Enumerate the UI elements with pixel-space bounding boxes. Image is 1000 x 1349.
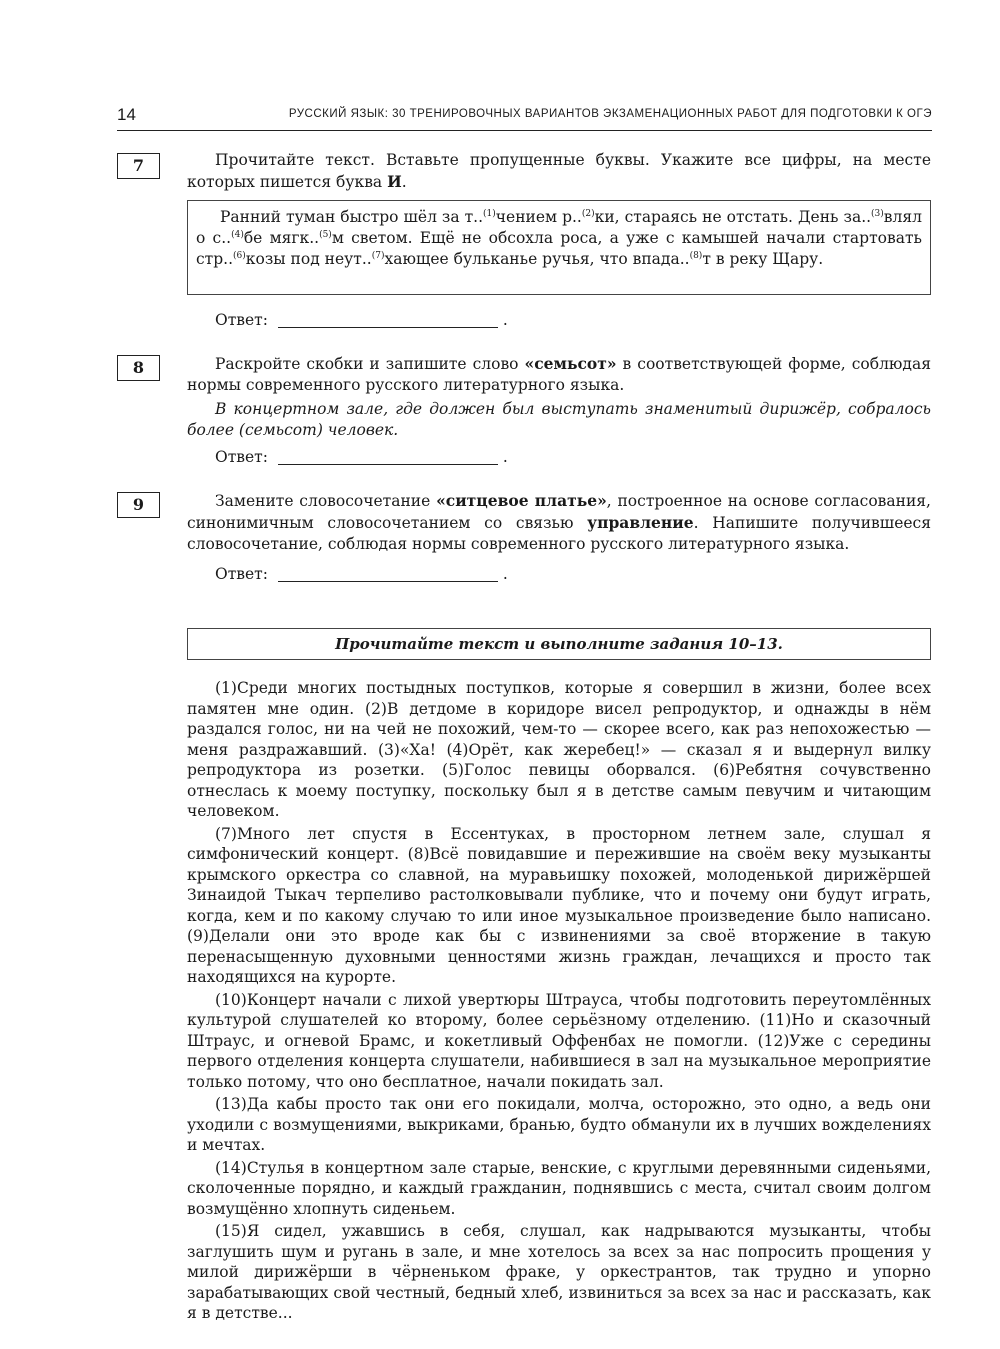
task-7-instruction: Прочитайте текст. Вставьте пропущенные буквы. Укажите все цифры, на месте которых пишется буква И. [187, 151, 931, 191]
task-7-number: 7 [117, 153, 160, 179]
answer-label: Ответ: [215, 565, 268, 583]
text-paragraph: (1)Среди многих постыдных поступков, которые я совершил в жизни, более всех памятен мне один. (2)В детдоме в коридоре висел репродуктор, и однажды в нём раздался голос, ни на чей не похожий, чем-то — скорее всего, как раз непохожестью — меня раздражавший. (3)«Ха! (4)Орёт, как жеребец!» — сказал я и выдернул вилку репродуктора из розетки. (5)Голос певицы оборвался. (6)Ребятня сочувственно отнеслась к моему поступку, поскольку был я в детстве самым певучим и читающим человеком. [187, 679, 931, 820]
page-number: 14 [117, 105, 136, 124]
task-7-answer[interactable]: Ответ: . [215, 311, 508, 329]
reading-instruction-banner: Прочитайте текст и выполните задания 10–13. [187, 628, 931, 660]
answer-line[interactable] [278, 326, 498, 328]
answer-label: Ответ: [215, 311, 268, 329]
text-paragraph: (15)Я сидел, ужавшись в себя, слушал, как надрываются музыканты, чтобы заглушить шум и ругань в зале, и мне хотелось за всех за нас попросить прощения у милой дирижёрши в чёрненьком фраке, у оркестрантов, так трудно и упорно зарабатывающих свой честный, бедный хлеб, извиниться за всех за нас и рассказать, как я в детстве... [187, 1222, 931, 1322]
task-7-text: Ранний туман быстро шёл за т..$^{(1)}$чением р..$^{(2)}$ки, стараясь не отстать. День за..$^{(3)}$влял о с..$^{(4)}$бе мягк..$^{(5)}$м светом. Ещё не обсохла роса, а уже с камышей начали стартовать стр..$^{(6)}$козы под неут..$^{(7)}$хающее бульканье ручья, что впада..$^{(8)}$т в реку Щару. [196, 208, 922, 268]
text-paragraph: (10)Концерт начали с лихой увертюры Штрауса, чтобы подготовить переутомлённых культурой слушателей ко второму, более серьёзному отделению. (11)Но и сказочный Штраус, и огневой Брамс, и кокетливый Оффенбах не помогли. (12)Уже с середины первого отделения концерта слушатели, набившиеся в зал на музыкальное мероприятие только потому, что оно бесплатное, начали покидать зал. [187, 990, 931, 1091]
task-8-instruction: Раскройте скобки и запишите слово «семьсот» в соответствующей форме, соблюдая нормы современного русского литературного языка. [187, 354, 931, 394]
task-8-example: В концертном зале, где должен был выступать знаменитый дирижёр, собралось более (семьсот) человек. [187, 400, 931, 439]
task-7-text-box [187, 200, 931, 295]
task-8-answer[interactable]: Ответ: . [215, 448, 508, 466]
task-9-number: 9 [117, 492, 160, 518]
task-9-answer[interactable]: Ответ: . [215, 565, 508, 583]
task-8-number: 8 [117, 355, 160, 381]
text-paragraph: (14)Стулья в концертном зале старые, венские, с круглыми деревянными сиденьями, сколоченные порядно, и каждый гражданин, поднявшись с места, считал своим долгом возмущённо хлопнуть сиденьем. [187, 1158, 931, 1218]
answer-label: Ответ: [215, 448, 268, 466]
task-9-instruction: Замените словосочетание «ситцевое платье», построенное на основе согласования, синонимичным словосочетанием со связью управление. Напишите получившееся словосочетание, соблюдая нормы современного русского литературного языка. [187, 491, 931, 553]
running-title: РУССКИЙ ЯЗЫК: 30 ТРЕНИРОВОЧНЫХ ВАРИАНТОВ ЭКЗАМЕНАЦИОННЫХ РАБОТ ДЛЯ ПОДГОТОВКИ К ОГЭ [288, 108, 932, 120]
text-paragraph: (7)Много лет спустя в Ессентуках, в просторном летнем зале, слушал я симфонический концерт. (8)Всё повидавшие и пережившие на своём веку музыканты крымского оркестра со славной, на муравьишку похожей, молоденькой дирижёршей Зинаидой Тыкач терпеливо растолковывали публике, что и почему они будут играть, когда, кем и по какому случаю то или иное музыкальное произведение было написано. (9)Делали они это вроде как бы с извинениями за своё вторжение в такую перенасыщенную духовными ценностями жизнь граждан, лечащихся и просто так находящихся на курорте. [187, 824, 931, 986]
reading-text [187, 678, 931, 1326]
text-paragraph: (13)Да кабы просто так они его покидали, молча, осторожно, это одно, а ведь они уходили с возмущениями, выкриками, бранью, будто обманули их в лучших вожделениях и мечтах. [187, 1095, 931, 1154]
page-header [117, 100, 932, 131]
answer-line[interactable] [278, 580, 498, 582]
answer-line[interactable] [278, 463, 498, 465]
